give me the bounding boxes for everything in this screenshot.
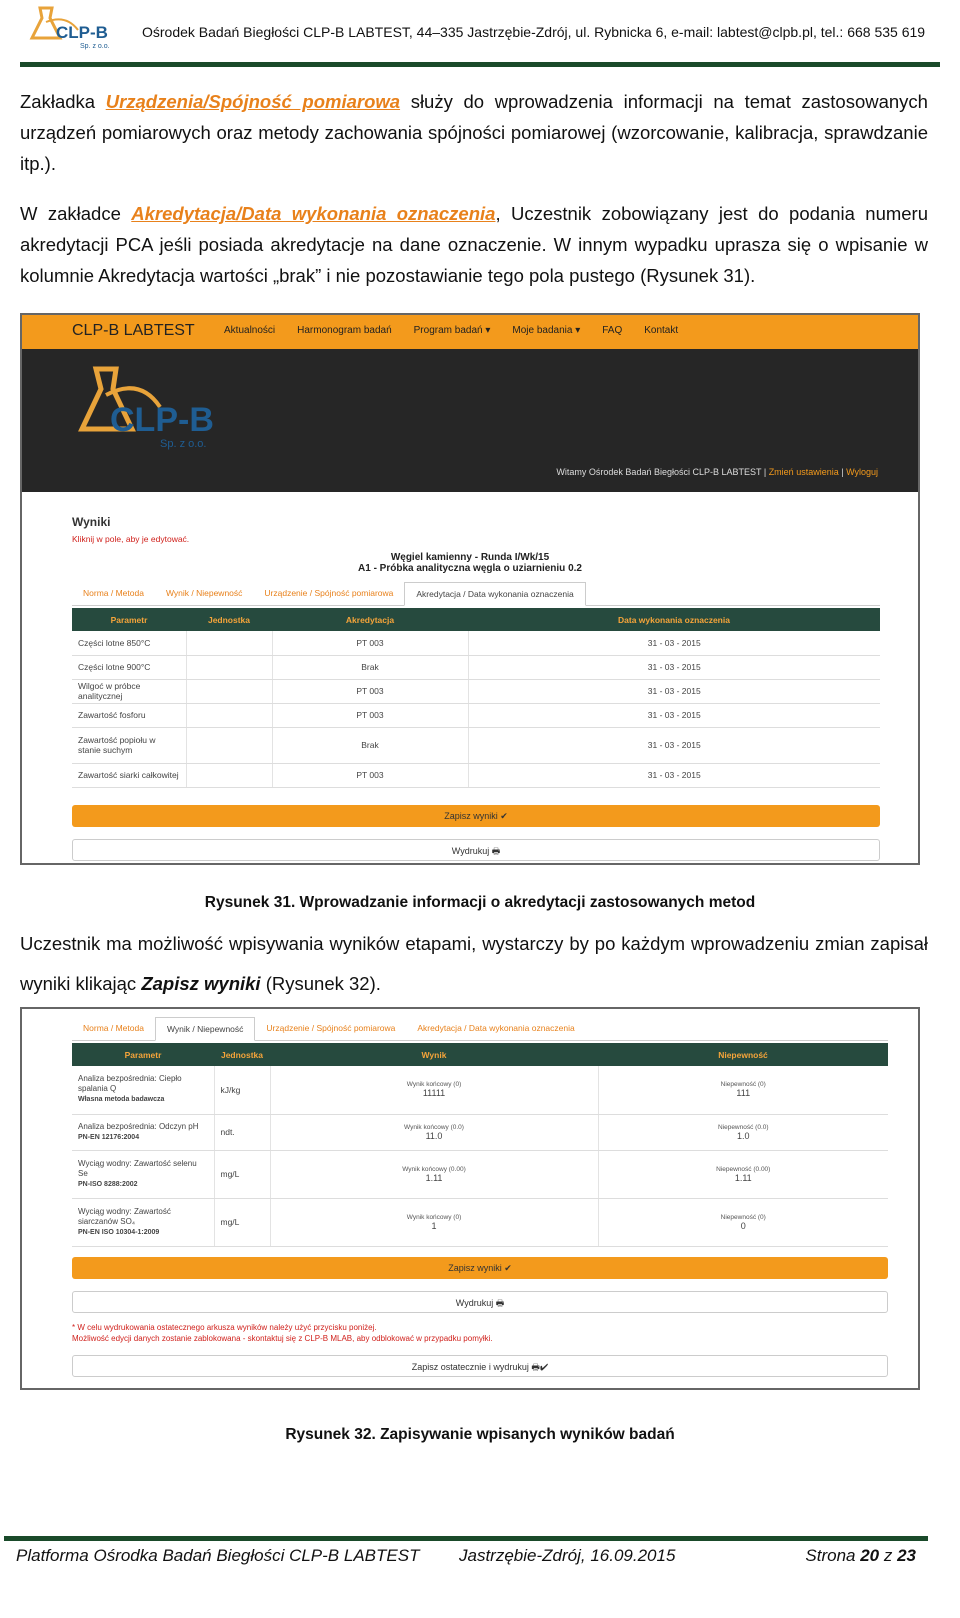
param-cell — [72, 1066, 214, 1114]
sample-round: Węgiel kamienny - Runda I/Wk/15 — [390, 552, 550, 563]
clp-b-logo-icon — [26, 4, 126, 52]
tab-accreditation-date[interactable]: Akredytacja / Data wykonania oznaczenia — [404, 582, 585, 606]
unit-cell — [186, 763, 272, 787]
caption-figure-32: Rysunek 32. Zapisywanie wpisanych wyników badań — [285, 1426, 675, 1443]
col-uncertainty: Niepewność — [598, 1043, 888, 1066]
date-cell[interactable]: 31 - 03 - 2015 — [468, 727, 880, 763]
uncertainty-label: Niepewność (0.0) — [717, 1123, 769, 1131]
paragraph-devices — [20, 86, 928, 179]
result-label: Wynik końcowy (0) — [406, 1213, 462, 1221]
result-label: Wynik końcowy (0) — [406, 1081, 462, 1089]
uncertainty-cell[interactable] — [598, 1066, 888, 1114]
unit-cell — [186, 703, 272, 727]
warning-line: Możliwość edycji danych zostanie zablokowana - skontaktuj się z CLP-B MLAB, aby odblokować w przypadku pomyłki. — [72, 1334, 493, 1343]
site-banner — [22, 349, 918, 492]
header-contact: Ośrodek Badań Biegłości CLP-B LABTEST, 44–335 Jastrzębie-Zdrój, ul. Rybnicka 6, e-mail: labtest@clpb.pl, tel.: 668 535 619 — [142, 24, 926, 40]
unit-cell — [186, 727, 272, 763]
sample-title — [22, 552, 918, 574]
paragraph-save-stages — [20, 924, 928, 1004]
col-result: Wynik — [270, 1043, 598, 1066]
result-value[interactable]: 1.11 — [425, 1172, 443, 1183]
accreditation-cell[interactable]: Brak — [272, 655, 468, 679]
footer-place-date: Jastrzębie-Zdrój, 16.09.2015 — [459, 1546, 676, 1565]
param-cell: Części lotne 900°C — [72, 655, 186, 679]
warning-line: * W celu wydrukowania ostatecznego arkusza wyników należy użyć przycisku poniżej. — [72, 1323, 377, 1332]
page-footer — [16, 1546, 928, 1566]
total-pages: 23 — [897, 1546, 916, 1565]
result-cell[interactable] — [270, 1198, 598, 1246]
unit-cell — [186, 679, 272, 703]
col-parameter: Parametr — [72, 608, 186, 631]
unit-cell — [186, 655, 272, 679]
nav-menu — [224, 325, 678, 336]
param-cell — [72, 1150, 214, 1198]
figure-32-screenshot — [20, 1007, 920, 1390]
results-title: Wyniki — [72, 515, 111, 529]
table-row — [72, 1066, 888, 1114]
param-name: Wyciąg wodny: Zawartość selenu Se — [78, 1158, 197, 1178]
unit-cell: mg/L — [214, 1198, 270, 1246]
unit-cell: ndt. — [214, 1114, 270, 1150]
tab-norm-method[interactable]: Norma / Metoda — [83, 588, 144, 598]
col-unit: Jednostka — [214, 1043, 270, 1066]
uncertainty-cell[interactable] — [598, 1114, 888, 1150]
save-results-button[interactable]: Zapisz wyniki ✔ — [72, 1257, 888, 1279]
col-unit: Jednostka — [186, 608, 272, 631]
result-tabs — [72, 582, 586, 606]
unit-cell: mg/L — [214, 1150, 270, 1198]
footer-page-number — [805, 1546, 916, 1566]
param-cell: Zawartość siarki całkowitej — [72, 763, 186, 787]
tab-result-uncertainty[interactable]: Wynik / Niepewność — [155, 1017, 255, 1041]
accreditation-cell[interactable]: PT 003 — [272, 763, 468, 787]
param-method: PN-ISO 8288:2002 — [78, 1180, 138, 1188]
uncertainty-cell[interactable] — [598, 1198, 888, 1246]
result-cell[interactable] — [270, 1150, 598, 1198]
result-label: Wynik końcowy (0.00) — [402, 1165, 466, 1173]
nav-item-schedule[interactable]: Harmonogram badań — [297, 325, 392, 336]
caption-figure-31: Rysunek 31. Wprowadzanie informacji o akredytacji zastosowanych metod — [204, 894, 756, 911]
save-results-emphasis: Zapisz wyniki — [141, 973, 261, 994]
col-date: Data wykonania oznaczenia — [468, 608, 880, 631]
result-value[interactable]: 11111 — [422, 1088, 446, 1099]
table-row — [72, 763, 880, 787]
param-name: Analiza bezpośrednia: Odczyn pH — [78, 1121, 199, 1131]
print-button[interactable]: Wydrukuj 🖶 — [72, 1291, 888, 1313]
text: z — [879, 1546, 898, 1565]
link-devices-tab[interactable]: Urządzenia/Spójność pomiarowa — [105, 91, 401, 112]
col-parameter: Parametr — [72, 1043, 214, 1066]
nav-item-faq[interactable]: FAQ — [602, 325, 623, 336]
param-method: Własna metoda badawcza — [78, 1096, 165, 1104]
accreditation-cell[interactable]: PT 003 — [272, 679, 468, 703]
uncertainty-label: Niepewność (0.00) — [716, 1165, 771, 1173]
paragraph-accreditation — [20, 198, 928, 291]
text: (Rysunek 32). — [260, 973, 381, 994]
table-row — [72, 1198, 888, 1246]
text: , Uczestnik zobowiązany jest do podania numeru akredytacji PCA jeśli posiada akredytacje na dane oznaczenie. W innym wypadku uprasza się o wpisanie w kolumnie Akredytacja wartości „brak” i nie pozostawianie tego pola pustego (Rysunek 31). — [20, 203, 929, 286]
uncertainty-value[interactable]: 0 — [740, 1220, 746, 1231]
uncertainty-label: Niepewność (0) — [720, 1213, 766, 1221]
text: Zakładka — [20, 91, 106, 112]
table-row — [72, 655, 880, 679]
logout-link[interactable]: Wyloguj — [846, 467, 878, 477]
welcome-bar — [556, 467, 878, 477]
table-row — [72, 631, 880, 655]
text: służy do wprowadzenia informacji na temat zastosowanych urządzeń pomiarowych oraz metody zachowania spójności pomiarowej (wzorcowanie, kalibracja, sprawdzanie itp.). — [20, 91, 928, 174]
tab-result-uncertainty[interactable]: Wynik / Niepewność — [165, 588, 243, 598]
uncertainty-cell[interactable] — [598, 1150, 888, 1198]
tab-norm-method[interactable]: Norma / Metoda — [83, 1023, 144, 1033]
footer-rule — [4, 1536, 928, 1541]
table-header-row — [72, 608, 880, 631]
top-navbar — [22, 315, 918, 349]
nav-item-my-tests[interactable]: Moje badania ▾ — [512, 325, 581, 336]
param-cell: Zawartość popiołu w stanie suchym — [72, 727, 186, 763]
svg-text:Sp. z o.o.: Sp. z o.o. — [160, 438, 207, 450]
date-cell[interactable]: 31 - 03 - 2015 — [468, 655, 880, 679]
footer-platform: Platforma Ośrodka Badań Biegłości CLP-B LABTEST — [16, 1546, 420, 1565]
nav-item-news[interactable]: Aktualności — [224, 325, 276, 336]
separator: | — [761, 467, 769, 477]
param-cell — [72, 1198, 214, 1246]
save-results-button[interactable]: Zapisz wyniki ✔ — [72, 805, 880, 827]
unit-cell: kJ/kg — [214, 1066, 270, 1114]
result-cell[interactable] — [270, 1066, 598, 1114]
result-value[interactable]: 1 — [431, 1220, 437, 1231]
svg-text:CLP-B: CLP-B — [110, 401, 214, 439]
results-table — [72, 1043, 888, 1247]
date-cell[interactable]: 31 - 03 - 2015 — [468, 679, 880, 703]
param-name: Wyciąg wodny: Zawartość siarczanów SO₄ — [78, 1206, 171, 1226]
accreditation-cell[interactable]: PT 003 — [272, 631, 468, 655]
accreditation-cell[interactable]: Brak — [272, 727, 468, 763]
text: W zakładce — [20, 203, 132, 224]
uncertainty-value[interactable]: 1.0 — [736, 1130, 750, 1141]
text: Uczestnik ma możliwość wpisywania wyników etapami, wystarczy by po każdym wprowadzeniu zmian zapisał wyniki klikając — [20, 933, 928, 994]
result-cell[interactable] — [270, 1114, 598, 1150]
document-header — [20, 0, 940, 70]
accreditation-cell[interactable]: PT 003 — [272, 703, 468, 727]
final-print-warning — [72, 1322, 493, 1344]
svg-text:Sp. z o.o.: Sp. z o.o. — [80, 43, 110, 50]
clp-b-banner-logo-icon — [74, 363, 224, 453]
table-row — [72, 727, 880, 763]
separator: | — [838, 467, 847, 477]
uncertainty-value[interactable]: 1.11 — [734, 1172, 752, 1183]
table-row — [72, 1150, 888, 1198]
table-row — [72, 679, 880, 703]
param-cell: Zawartość fosforu — [72, 703, 186, 727]
sample-name: A1 - Próbka analityczna węgla o uziarnieniu 0.2 — [358, 563, 582, 574]
nav-brand[interactable]: CLP-B LABTEST — [72, 322, 195, 339]
date-cell[interactable]: 31 - 03 - 2015 — [468, 703, 880, 727]
results-hint: Kliknij w pole, aby je edytować. — [72, 534, 190, 544]
col-accreditation: Akredytacja — [272, 608, 468, 631]
figure-31-screenshot — [20, 313, 920, 865]
param-name: Analiza bezpośrednia: Ciepło spalania Q — [78, 1074, 182, 1094]
welcome-text: Witamy Ośrodek Badań Biegłości CLP-B LABTEST — [556, 467, 762, 477]
uncertainty-label: Niepewność (0) — [720, 1081, 766, 1089]
table-row — [72, 1114, 888, 1150]
result-label: Wynik końcowy (0.0) — [404, 1123, 464, 1131]
svg-text:CLP-B: CLP-B — [56, 23, 108, 42]
unit-cell — [186, 631, 272, 655]
result-tabs — [72, 1017, 586, 1041]
nav-item-contact[interactable]: Kontakt — [644, 325, 679, 336]
tab-device-traceability[interactable]: Urządzenie / Spójność pomiarowa — [266, 1023, 396, 1033]
current-page: 20 — [860, 1546, 880, 1565]
final-save-print-button[interactable]: Zapisz ostatecznie i wydrukuj 🖶✔ — [72, 1355, 888, 1377]
result-value[interactable]: 11.0 — [425, 1130, 443, 1141]
link-accreditation-tab[interactable]: Akredytacja/Data wykonania oznaczenia — [131, 203, 496, 224]
table-header-row — [72, 1043, 888, 1066]
param-method: PN-EN 12176:2004 — [78, 1133, 140, 1141]
text: Strona — [805, 1546, 861, 1565]
header-rule — [20, 62, 940, 67]
date-cell[interactable]: 31 - 03 - 2015 — [468, 631, 880, 655]
date-cell[interactable]: 31 - 03 - 2015 — [468, 763, 880, 787]
param-cell — [72, 1114, 214, 1150]
nav-item-program[interactable]: Program badań ▾ — [413, 325, 491, 336]
accreditation-table — [72, 608, 880, 788]
table-row — [72, 703, 880, 727]
print-button[interactable]: Wydrukuj 🖶 — [72, 839, 880, 861]
param-method: PN-EN ISO 10304-1:2009 — [78, 1228, 160, 1236]
tab-device-traceability[interactable]: Urządzenie / Spójność pomiarowa — [264, 588, 394, 598]
uncertainty-value[interactable]: 111 — [736, 1088, 751, 1099]
param-cell: Części lotne 850°C — [72, 631, 186, 655]
tab-accreditation-date[interactable]: Akredytacja / Data wykonania oznaczenia — [417, 1023, 575, 1033]
change-settings-link[interactable]: Zmień ustawienia — [768, 467, 839, 477]
param-cell: Wilgoć w próbce analitycznej — [72, 679, 186, 703]
